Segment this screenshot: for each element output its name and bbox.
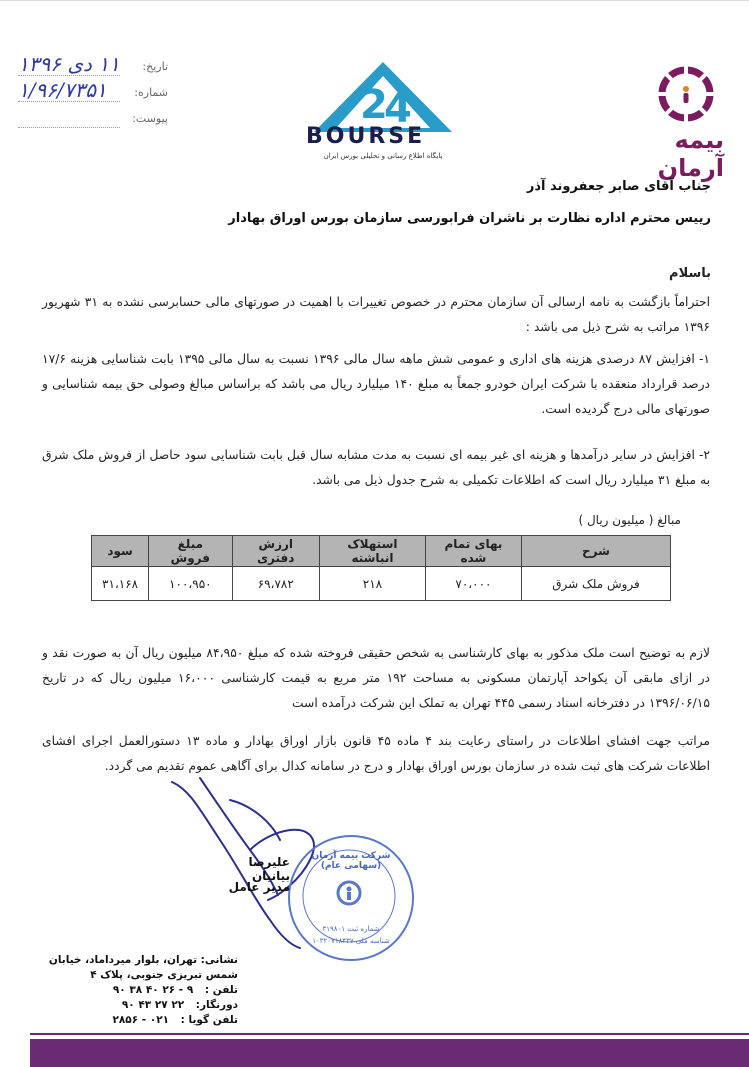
column-header: ارزش دفتری (232, 536, 319, 567)
table-cell: ۳۱،۱۶۸ (92, 567, 149, 601)
number-label: شماره: (134, 86, 168, 99)
voice-phone-value: ۰۲۱ - ۲۸۵۶ (112, 1014, 170, 1026)
phone-label: تلفن : (204, 984, 238, 996)
fax-row (28, 998, 238, 1013)
company-stamp (288, 835, 414, 961)
fax-value: ۲۲ ۲۷ ۴۳ ۹۰ (121, 999, 185, 1011)
column-header: سود (92, 536, 149, 567)
attachment-row (18, 110, 168, 130)
date-row (18, 52, 168, 78)
address-line-1: نشانی: تهران، بلوار میرداماد، خیابان (48, 954, 238, 966)
company-logo (648, 62, 724, 182)
address-line-2: شمس تبریزی جنوبی، پلاک ۴ (90, 969, 238, 981)
company-logo-text: بیمه آرمان (657, 126, 724, 182)
number-value: ۱/۹۶/۷۳۵۱ (18, 78, 107, 102)
table-cell: ۷۰،۰۰۰ (425, 567, 521, 601)
greeting: باسلام (669, 266, 711, 281)
column-header: شرح (522, 536, 671, 567)
fax-label: دورنگار: (195, 999, 238, 1011)
table-cell: ۲۱۸ (320, 567, 426, 601)
date-value: ۱۱ دی ۱۳۹۶ (18, 52, 120, 76)
item-2-paragraph: ۲- افزایش در سایر درآمدها و هزینه ای غیر بیمه ای نسبت به مدت مشابه سال قبل بابت شناسایی سود حاصل از فروش ملک شرق به مبلغ ۳۱ میلیارد ریال است که اطلاعات تکمیلی به شرح جدول ذیل می باشد. (42, 448, 710, 487)
number-row (18, 78, 168, 104)
company-emblem-icon (648, 62, 724, 126)
footer-divider (30, 1033, 749, 1035)
table-row (92, 567, 671, 601)
table-cell: فروش ملک شرق (522, 567, 671, 601)
table-cell: ۶۹،۷۸۲ (232, 567, 319, 601)
stamp-company-name: شرکت بیمه آرمان (سهامی عام) (311, 851, 391, 871)
svg-text:2: 2 (360, 82, 388, 128)
recipient-title: رییس محترم اداره نظارت بر ناشران فرابورسی سازمان بورس اوراق بهادار (228, 211, 711, 226)
phone-row (28, 983, 238, 998)
table-cell: ۱۰۰،۹۵۰ (149, 567, 232, 601)
attachment-label: پیوست: (132, 112, 168, 125)
recipient-name: جناب آقای صابر جعفروند آذر (526, 179, 711, 194)
table-header-row (92, 536, 671, 567)
svg-text:4: 4 (384, 86, 412, 132)
column-header: استهلاک انباشته (320, 536, 426, 567)
sale-details-table (91, 535, 671, 601)
phone-value: ۹ - ۲۶ ۴۰ ۳۸ ۹۰ (112, 984, 194, 996)
footer-address (28, 953, 238, 1028)
signatory-name: علیرضا بیانیان (248, 855, 290, 883)
column-header: مبلغ فروش (149, 536, 232, 567)
bourse-logo (304, 60, 462, 165)
bourse-logo-text: BOURSE (306, 124, 426, 149)
page-top-edge (0, 0, 749, 7)
note-paragraph: لازم به توضیح است ملک مذکور به بهای کارشناسی به شخص حقیقی فروخته شده که مبلغ ۸۴،۹۵۰ میلیون ریال آن به صورت نقد و در ازای مابقی آن یکواحد آپارتمان مسکونی به مساحت ۱۹۲ متر مربع به قیمت کارشناسی ۱۶،۰۰۰ میلیون ریال که در تاریخ ۱۳۹۶/۰۶/۱۵ در دفترخانه اسناد رسمی ۴۴۵ تهران به تملک این شرکت درآمده است (42, 646, 710, 710)
stamp-national-id: شناسه ملی ۱۰۳۲۰۷۱۸۴۳۷ (312, 937, 390, 945)
bourse-logo-subtitle: پایگاه اطلاع رسانی و تحلیلی بورس ایران (323, 152, 443, 160)
attachment-dotted-line (18, 127, 120, 128)
column-header: بهای تمام شده (425, 536, 521, 567)
item-1-paragraph: ۱- افزایش ۸۷ درصدی هزینه های اداری و عمومی شش ماهه سال مالی ۱۳۹۶ نسبت به سال مالی ۱۳۹۵ بابت شناسایی هزینه ۱۷/۶ درصد قرارداد منعقده با شرکت ایران خودرو جمعاً به مبلغ ۱۴۰ میلیارد ریال می باشد که براساس مبالغ وصولی حق بیمه شناسایی و صورتهای مالی درج گردیده است. (42, 352, 711, 416)
signatory-title: مدیر عامل (228, 880, 290, 894)
amount-unit-label: مبالغ ( میلیون ریال ) (578, 513, 681, 527)
footer-brand-bar (30, 1039, 749, 1067)
voice-phone-row (28, 1013, 238, 1028)
closing-paragraph: مراتب جهت افشای اطلاعات در راستای رعایت بند ۴ ماده ۴۵ قانون بازار اوراق بهادار و ماده ۱۳ دستورالعمل اجرای افشای اطلاعات شرکت های ثبت شده در سازمان بورس اوراق بهادار و درج در سامانه کدال برای آگاهی عموم تقدیم می گردد. (42, 734, 710, 773)
intro-paragraph: احتراماً بازگشت به نامه ارسالی آن سازمان محترم در خصوص تغییرات با اهمیت در صورتهای مالی حسابرسی نشده به ۳۱ شهریور ۱۳۹۶ مراتب به شرح ذیل می باشد : (42, 295, 710, 334)
stamp-registration: شماره ثبت ۳۱۹۸۰۱ (322, 925, 380, 933)
voice-phone-label: تلفن گویا : (180, 1014, 238, 1026)
date-label: تاریخ: (142, 60, 168, 73)
